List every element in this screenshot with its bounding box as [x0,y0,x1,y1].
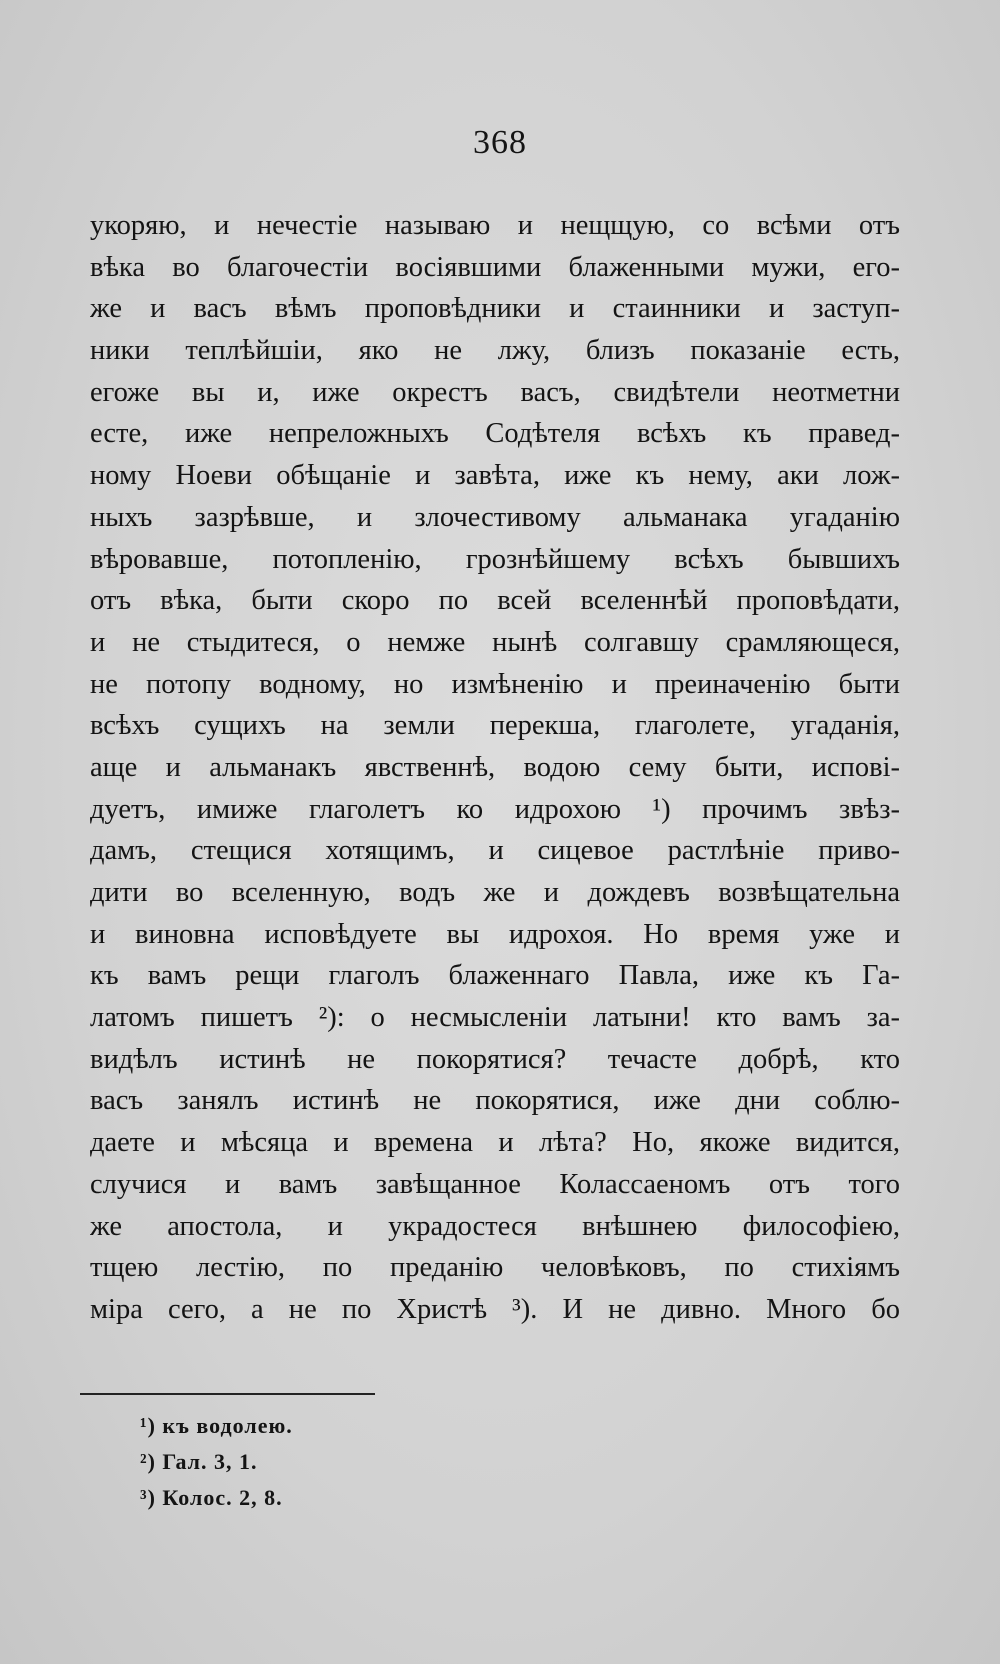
text-line: тщею лестію, по преданію человѣковъ, по стихіямъ [90,1252,900,1284]
text-line: міра сего, а не по Христѣ ³). И не дивно. Много бо [90,1293,900,1325]
footnote-divider [80,1393,375,1395]
text-line: укоряю, и нечестіе называю и нещщую, со всѣми отъ [90,210,900,241]
footnote [140,1444,293,1480]
text-line: видѣлъ истинѣ не покорятися? течасте добрѣ, кто [90,1043,900,1075]
text-line: и не стыдитеся, о немже нынѣ солгавшу срамляющеся, [90,626,900,658]
text-line: ники теплѣйшіи, яко не лжу, близъ показаніе есть, [90,335,900,367]
text-line: егоже вы и, иже окрестъ васъ, свидѣтели неотметни [90,376,900,408]
text-line: дити во вселенную, водъ же и дождевъ возвѣщательна [90,877,900,908]
text-line: даете и мѣсяца и времена и лѣта? Но, якоже видится, [90,1127,900,1159]
footnotes [140,1408,293,1516]
text-line: аще и альманакъ явственнѣ, водою сему быти, испові- [90,751,900,783]
text-line: дуетъ, имиже глаголетъ ко идрохою ¹) прочимъ звѣз- [90,793,900,825]
footnote-text: Колос. 2, 8. [162,1485,283,1510]
text-line: случися и вамъ завѣщанное Колассаеномъ отъ того [90,1168,900,1200]
text-line: васъ занялъ истинѣ не покорятися, иже дни соблю- [90,1085,900,1117]
footnote [140,1408,293,1444]
text-line: латомъ пишетъ ²): о несмысленіи латыни! кто вамъ за- [90,1002,900,1034]
text-line: ному Ноеви обѣщаніе и завѣта, иже къ нему, аки лож- [90,460,900,492]
footnote-marker: ²) [140,1449,156,1474]
text-line: есте, иже непреложныхъ Содѣтеля всѣхъ къ правед- [90,418,900,450]
text-line: отъ вѣка, быти скоро по всей вселеннѣй проповѣдати, [90,585,900,617]
footnote [140,1480,293,1516]
footnote-marker: ¹) [140,1413,156,1438]
footnote-text: Гал. 3, 1. [162,1449,258,1474]
footnote-marker: ³) [140,1485,156,1510]
text-line: же и васъ вѣмъ проповѣдники и стаинники и заступ- [90,293,900,325]
text-line: и виновна исповѣдуете вы идрохоя. Но время уже и [90,918,900,950]
text-line: вѣка во благочестіи восіявшими блаженными мужи, его- [90,251,900,283]
text-line: ныхъ зазрѣвше, и злочестивому альманака угаданію [90,501,900,533]
footnote-text: къ водолею. [162,1413,293,1438]
text-line: дамъ, стещися хотящимъ, и сицевое растлѣніе приво- [90,835,900,867]
text-line: же апостола, и украдостеся внѣшнею философіею, [90,1210,900,1242]
text-line: всѣхъ сущихъ на земли перекша, глаголете, угаданія, [90,710,900,742]
text-line: къ вамъ рещи глаголъ блаженнаго Павла, иже къ Га- [90,960,900,992]
text-line: не потопу водному, но измѣненію и преиначенію быти [90,668,900,700]
page-number: 368 [473,124,527,161]
body-text [90,205,900,1331]
text-line: вѣровавше, потопленію, грознѣйшему всѣхъ бывшихъ [90,543,900,575]
